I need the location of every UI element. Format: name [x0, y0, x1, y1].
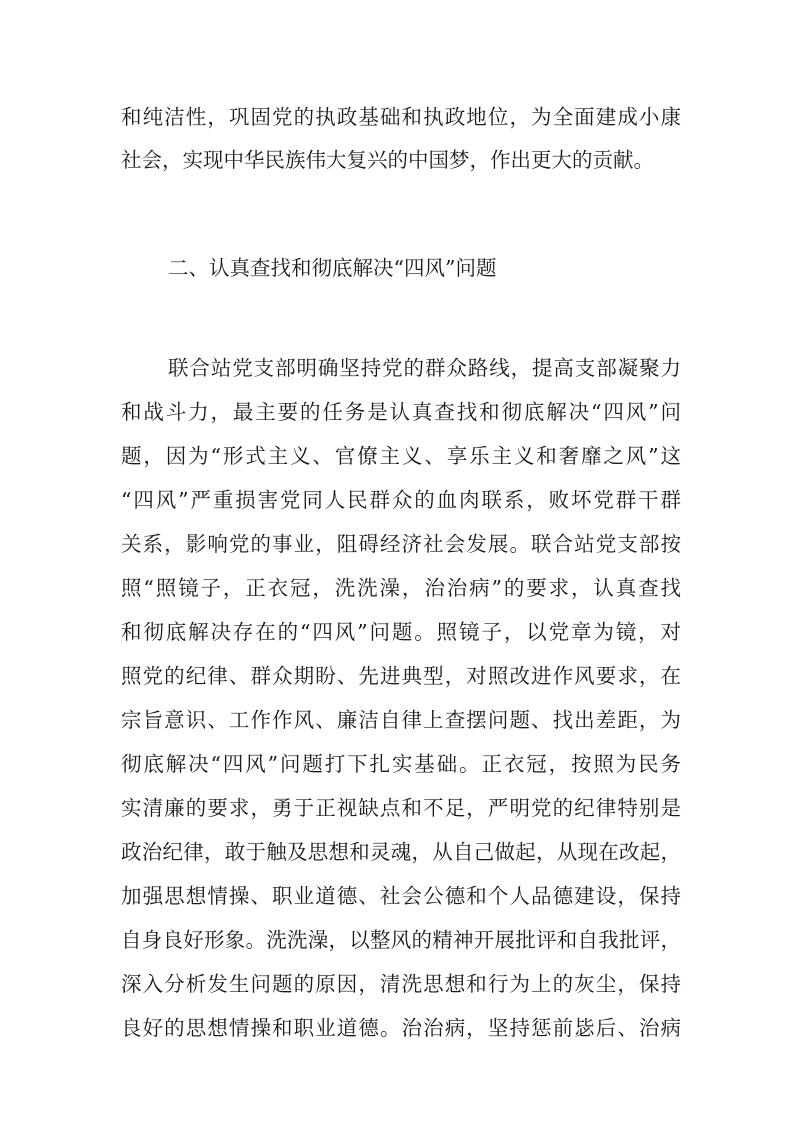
- paragraph-line: 政治纪律，敢于触及思想和灵魂，从自己做起，从现在改起，: [121, 840, 681, 864]
- paragraph-line: 社会，实现中华民族伟大复兴的中国梦，作出更大的贡献。: [121, 148, 654, 172]
- paragraph-line: 题，因为“形式主义、官僚主义、享乐主义和奢靡之风”这: [121, 444, 681, 468]
- paragraph-line: 彻底解决“四风”问题打下扎实基础。正衣冠，按照为民务: [121, 752, 681, 776]
- paragraph-line: 照党的纪律、群众期盼、先进典型，对照改进作风要求，在: [121, 664, 681, 688]
- paragraph-line: 和纯洁性，巩固党的执政基础和执政地位，为全面建成小康: [121, 105, 681, 129]
- paragraph-line: “四风”严重损害党同人民群众的血肉联系，败坏党群干群: [121, 488, 681, 512]
- paragraph-line: 宗旨意识、工作作风、廉洁自律上查摆问题、找出差距，为: [121, 708, 681, 732]
- paragraph-line: 照“照镜子，正衣冠，洗洗澡，治治病”的要求，认真查找: [121, 576, 681, 600]
- paragraph-line: 良好的思想情操和职业道德。治治病，坚持惩前毖后、治病: [121, 1016, 681, 1040]
- paragraph-line: 实清廉的要求，勇于正视缺点和不足，严明党的纪律特别是: [121, 796, 681, 820]
- paragraph-line: 联合站党支部明确坚持党的群众路线，提高支部凝聚力: [168, 356, 681, 380]
- section-heading: 二、认真查找和彻底解决“四风”问题: [168, 256, 497, 280]
- paragraph-line: 自身良好形象。洗洗澡，以整风的精神开展批评和自我批评，: [121, 928, 681, 952]
- paragraph-line: 和彻底解决存在的“四风”问题。照镜子，以党章为镜，对: [121, 620, 681, 644]
- paragraph-line: 关系，影响党的事业，阻碍经济社会发展。联合站党支部按: [121, 532, 681, 556]
- paragraph-line: 加强思想情操、职业道德、社会公德和个人品德建设，保持: [121, 884, 681, 908]
- paragraph-line: 深入分析发生问题的原因，清洗思想和行为上的灰尘，保持: [121, 972, 681, 996]
- paragraph-line: 和战斗力，最主要的任务是认真查找和彻底解决“四风”问: [121, 400, 681, 424]
